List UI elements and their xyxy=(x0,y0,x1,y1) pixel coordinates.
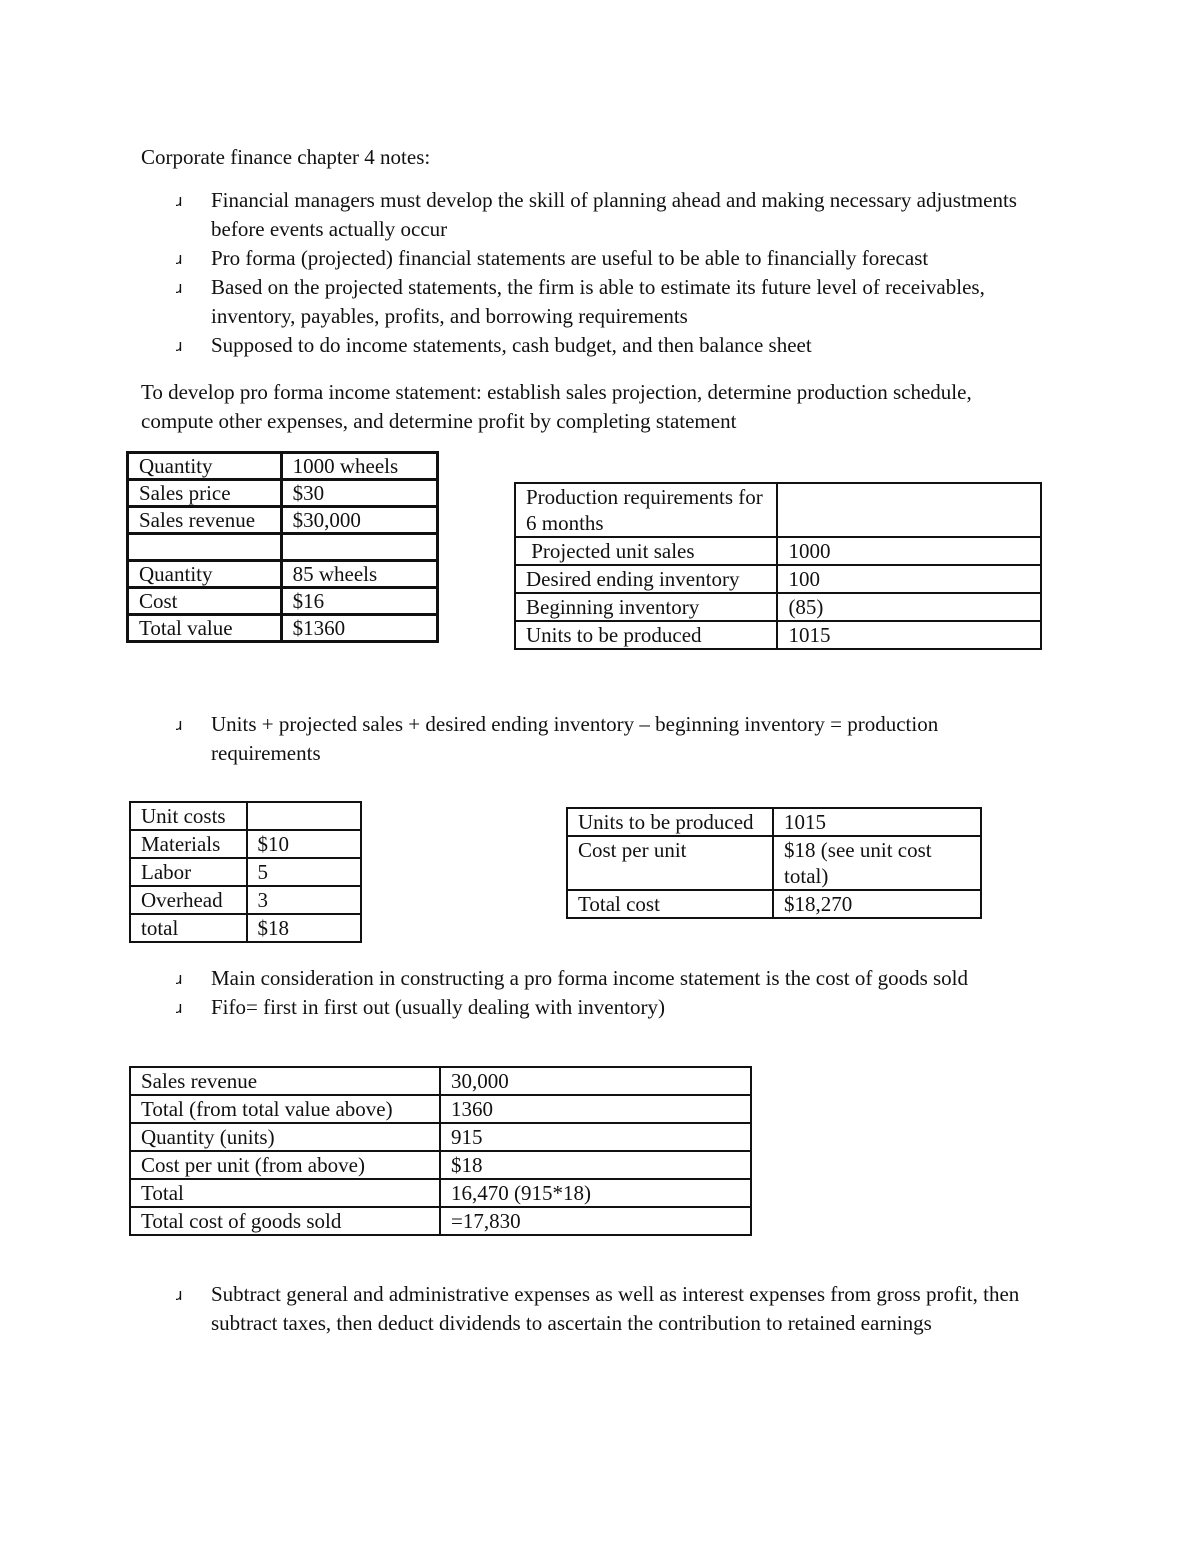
bullet-list-intro xyxy=(170,186,1050,360)
bullet-list-earnings xyxy=(170,1280,1050,1338)
table-row: Overhead 3 xyxy=(130,886,361,914)
table-row: Units to be produced 1015 xyxy=(515,621,1041,649)
paragraph-pro-forma: To develop pro forma income statement: establish sales projection, determine production schedule, compute other expenses, and determine profit by completing statement xyxy=(141,380,972,433)
arrow-bullet-icon: ɹ xyxy=(176,278,183,297)
cogs-table xyxy=(129,1066,752,1236)
table-row: total $18 xyxy=(130,914,361,942)
table-row: Quantity 85 wheels xyxy=(128,561,438,588)
sales-table xyxy=(126,451,439,643)
production-table xyxy=(514,482,1042,650)
table-row: Total 16,470 (915*18) xyxy=(130,1179,751,1207)
arrow-bullet-icon: ɹ xyxy=(176,969,183,988)
table-row: Materials $10 xyxy=(130,830,361,858)
table-row: Units to be produced 1015 xyxy=(567,808,981,836)
table-row: Sales revenue 30,000 xyxy=(130,1067,751,1095)
bullet-list-cogs xyxy=(170,964,1050,1022)
table-row: Quantity 1000 wheels xyxy=(128,453,438,480)
table-row: Quantity (units) 915 xyxy=(130,1123,751,1151)
list-item: ɹ Subtract general and administrative expenses as well as interest expenses from gross profit, then subtract taxes, then deduct dividends to ascertain the contribution to retained earnings xyxy=(176,1282,1020,1335)
table-row: Total cost of goods sold =17,830 xyxy=(130,1207,751,1235)
arrow-bullet-icon: ɹ xyxy=(176,336,183,355)
table-row: Unit costs xyxy=(130,802,361,830)
table-row: Cost per unit $18 (see unit cost total) xyxy=(567,836,981,890)
table-row xyxy=(128,534,438,561)
arrow-bullet-icon: ɹ xyxy=(176,191,183,210)
table-row: Sales price $30 xyxy=(128,480,438,507)
table-row: Production requirements for 6 months xyxy=(515,483,1041,537)
list-item: ɹ Fifo= first in first out (usually dealing with inventory) xyxy=(170,993,1050,1022)
table-row: Cost per unit (from above) $18 xyxy=(130,1151,751,1179)
page-title: Corporate finance chapter 4 notes: xyxy=(141,145,431,169)
arrow-bullet-icon: ɹ xyxy=(176,715,183,734)
bullet-list-production xyxy=(170,710,1050,768)
total-cost-table xyxy=(566,807,982,919)
unit-costs-table xyxy=(129,801,362,943)
table-row: Desired ending inventory 100 xyxy=(515,565,1041,593)
arrow-bullet-icon: ɹ xyxy=(176,249,183,268)
list-item: ɹ Units + projected sales + desired ending inventory – beginning inventory = production requirements xyxy=(176,712,939,765)
list-item: ɹ Main consideration in constructing a pro forma income statement is the cost of goods sold xyxy=(170,964,1050,993)
table-row: Total cost $18,270 xyxy=(567,890,981,918)
table-row: Cost $16 xyxy=(128,588,438,615)
list-item: ɹ Supposed to do income statements, cash budget, and then balance sheet xyxy=(170,331,1050,360)
list-item: ɹ Based on the projected statements, the firm is able to estimate its future level of receivables, inventory, payables, profits, and borrowing requirements xyxy=(176,275,985,328)
arrow-bullet-icon: ɹ xyxy=(176,998,183,1017)
table-row: Labor 5 xyxy=(130,858,361,886)
list-item: ɹ Financial managers must develop the skill of planning ahead and making necessary adjustments before events actually occur xyxy=(176,188,1017,241)
table-row: Total value $1360 xyxy=(128,615,438,642)
table-row: Beginning inventory (85) xyxy=(515,593,1041,621)
table-row: Total (from total value above) 1360 xyxy=(130,1095,751,1123)
list-item: ɹ Pro forma (projected) financial statements are useful to be able to financially forecast xyxy=(170,244,1050,273)
table-row: Projected unit sales 1000 xyxy=(515,537,1041,565)
arrow-bullet-icon: ɹ xyxy=(176,1285,183,1304)
table-row: Sales revenue $30,000 xyxy=(128,507,438,534)
